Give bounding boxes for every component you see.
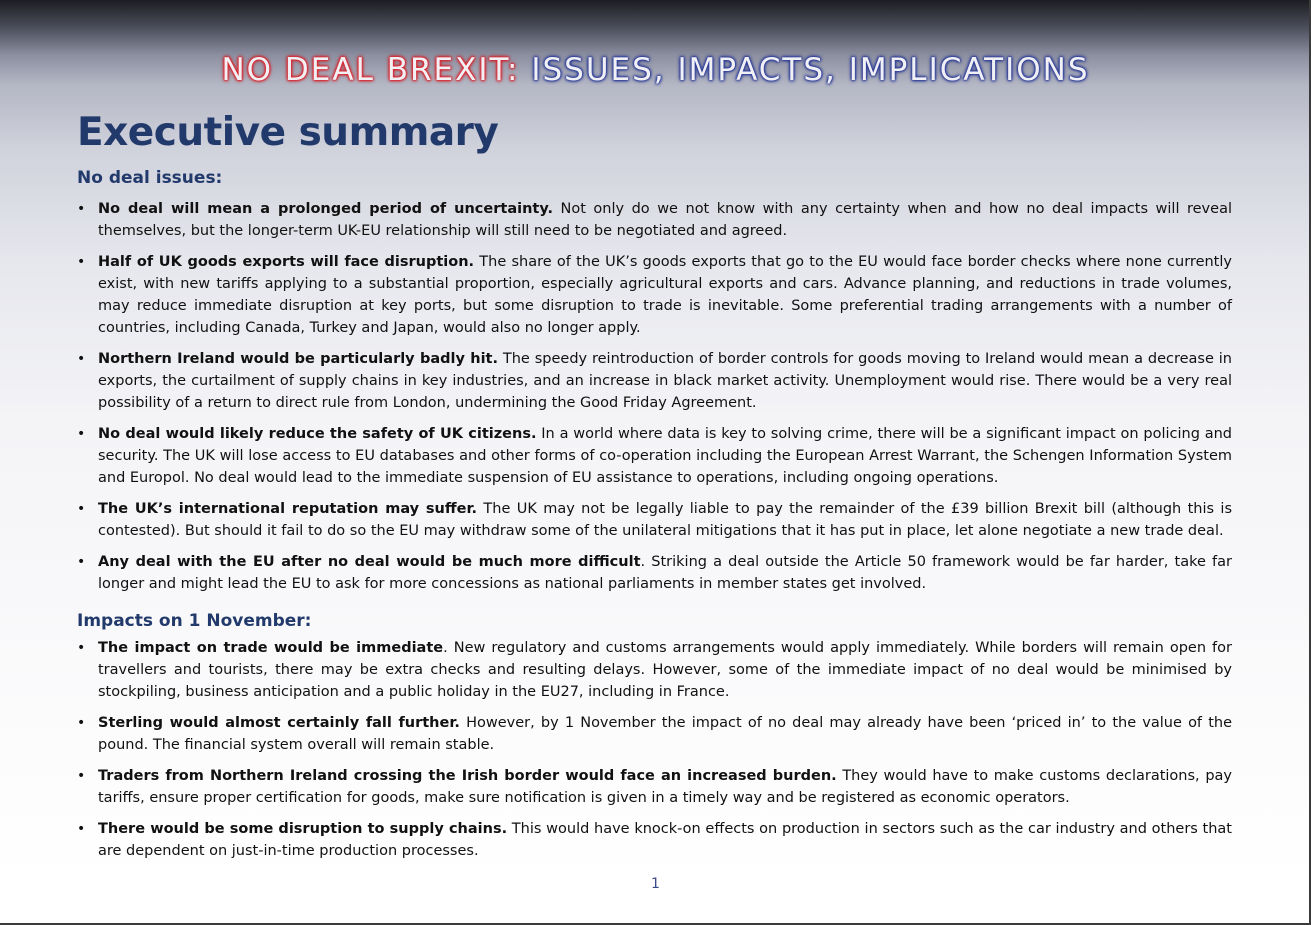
list-item <box>77 348 1232 414</box>
bullet-icon: • <box>77 426 86 442</box>
bullet-icon: • <box>77 715 86 731</box>
list-item-text: The speedy reintroduction of border controls for goods moving to Ireland would mean a decrease in exports, the curtailment of supply chains in key industries, and an increase in black market activity. Unemployment would rise. There would be a very real possibility of a return to direct rule from London, undermining the Good Friday Agreement. <box>98 351 1232 411</box>
bullet-icon: • <box>77 254 86 270</box>
page-number: 1 <box>651 876 660 892</box>
list-item-lead: The impact on trade would be immediate <box>98 640 444 656</box>
section-heading-impacts-1-november: Impacts on 1 November: <box>77 611 312 631</box>
banner-title-blue: ISSUES, IMPACTS, IMPLICATIONS <box>531 52 1090 88</box>
banner-title-red: NO DEAL BREXIT: <box>221 52 520 88</box>
list-item-text: Not only do we not know with any certainty when and how no deal impacts will reveal themselves, but the longer-term UK-EU relationship will still need to be negotiated and agreed. <box>98 201 1232 239</box>
list-item-text: This would have knock-on effects on production in sectors such as the car industry and others that are dependent on just-in-time production processes. <box>98 821 1232 859</box>
list-item <box>77 637 1232 703</box>
bullet-icon: • <box>77 501 86 517</box>
list-item <box>77 551 1232 595</box>
list-item-text: In a world where data is key to solving crime, there will be a significant impact on policing and security. The UK will lose access to EU databases and other forms of co-operation including the European Arrest Warrant, the Schengen Information System and Europol. No deal would lead to the immediate suspension of EU assistance to operations, including ongoing operations. <box>98 426 1232 486</box>
list-item-text: The share of the UK’s goods exports that go to the EU would face border checks where none currently exist, with new tariffs applying to a substantial proportion, especially agricultural exports and cars. Advance planning, and reductions in trade volumes, may reduce immediate disruption at key ports, but some disruption to trade is inevitable. Some preferential trading arrangements with a number of countries, including Canada, Turkey and Japan, would also no longer apply. <box>98 254 1232 336</box>
bullet-icon: • <box>77 201 86 217</box>
list-item-lead: Northern Ireland would be particularly badly hit. <box>98 351 498 367</box>
list-item-lead: No deal would likely reduce the safety of UK citizens. <box>98 426 537 442</box>
list-item-text: . New regulatory and customs arrangements would apply immediately. While borders will remain open for travellers and tourists, there may be extra checks and resulting delays. However, some of the immediate impact of no deal would be minimised by stockpiling, business anticipation and a public holiday in the EU27, including in France. <box>98 640 1232 700</box>
list-item-text: They would have to make customs declarations, pay tariffs, ensure proper certification for goods, make sure notification is given in a timely way and be registered as economic operators. <box>98 768 1232 806</box>
list-item <box>77 423 1232 489</box>
list-item-lead: Half of UK goods exports will face disruption. <box>98 254 475 270</box>
page-title: Executive summary <box>77 110 499 155</box>
list-item-lead: Sterling would almost certainly fall further. <box>98 715 460 731</box>
no-deal-issues-list <box>77 198 1232 604</box>
list-item-text: . Striking a deal outside the Article 50 framework would be far harder, take far longer and might lead the EU to ask for more concessions as national parliaments in member states get involved. <box>98 554 1232 592</box>
list-item-lead: Traders from Northern Ireland crossing the Irish border would face an increased burden. <box>98 768 837 784</box>
list-item-lead: There would be some disruption to supply chains. <box>98 821 508 837</box>
list-item <box>77 251 1232 339</box>
bullet-icon: • <box>77 640 86 656</box>
list-item-text: However, by 1 November the impact of no deal may already have been ‘priced in’ to the value of the pound. The financial system overall will remain stable. <box>98 715 1232 753</box>
section-heading-no-deal-issues: No deal issues: <box>77 168 223 188</box>
list-item <box>77 498 1232 542</box>
list-item <box>77 818 1232 862</box>
bullet-icon: • <box>77 554 86 570</box>
list-item <box>77 198 1232 242</box>
report-banner <box>0 52 1311 88</box>
list-item-lead: Any deal with the EU after no deal would be much more difficult <box>98 554 641 570</box>
bullet-icon: • <box>77 821 86 837</box>
list-item-lead: The UK’s international reputation may suffer. <box>98 501 478 517</box>
list-item-text: The UK may not be legally liable to pay the remainder of the £39 billion Brexit bill (although this is contested). But should it fail to do so the EU may withdraw some of the unilateral mitigations that it has put in place, let alone negotiate a new trade deal. <box>98 501 1232 539</box>
list-item-lead: No deal will mean a prolonged period of uncertainty. <box>98 201 553 217</box>
impacts-list <box>77 637 1232 871</box>
bullet-icon: • <box>77 768 86 784</box>
list-item <box>77 765 1232 809</box>
list-item <box>77 712 1232 756</box>
bullet-icon: • <box>77 351 86 367</box>
